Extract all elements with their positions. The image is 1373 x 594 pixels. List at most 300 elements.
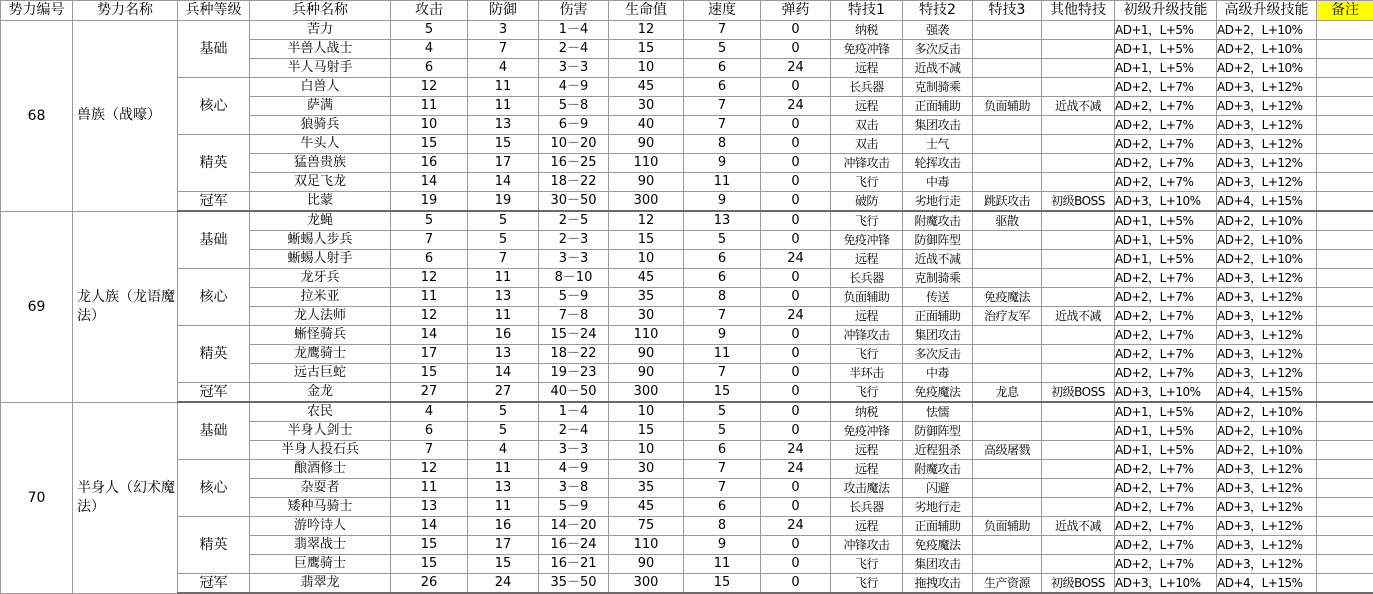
speed-cell[interactable]: 7 <box>684 479 761 498</box>
attack-cell[interactable]: 14 <box>391 517 468 536</box>
advanced-upgrade-cell[interactable]: AD+3，L+12% <box>1217 269 1317 288</box>
advanced-upgrade-cell[interactable]: AD+4，L+15% <box>1217 574 1317 594</box>
damage-cell[interactable]: 3－8 <box>539 479 609 498</box>
attack-cell[interactable]: 11 <box>391 288 468 307</box>
basic-upgrade-cell[interactable]: AD+2，L+7% <box>1115 536 1217 555</box>
ammo-cell[interactable]: 24 <box>761 460 831 479</box>
damage-cell[interactable]: 3－3 <box>539 441 609 460</box>
skill-1-cell[interactable]: 半环击 <box>831 364 903 383</box>
header-hp[interactable]: 生命值 <box>609 1 684 21</box>
basic-upgrade-cell[interactable]: AD+2，L+7% <box>1115 97 1217 116</box>
header-notes[interactable]: 备注 <box>1317 1 1373 21</box>
speed-cell[interactable]: 5 <box>684 402 761 422</box>
speed-cell[interactable]: 5 <box>684 40 761 59</box>
speed-cell[interactable]: 9 <box>684 536 761 555</box>
advanced-upgrade-cell[interactable]: AD+4，L+15% <box>1217 192 1317 212</box>
header-defense[interactable]: 防御 <box>468 1 539 21</box>
defense-cell[interactable]: 5 <box>468 231 539 250</box>
defense-cell[interactable]: 11 <box>468 78 539 97</box>
skill-1-cell[interactable]: 纳税 <box>831 21 903 40</box>
hp-cell[interactable]: 35 <box>609 479 684 498</box>
other-skill-cell[interactable] <box>1042 78 1115 97</box>
unit-name-cell[interactable]: 金龙 <box>250 383 391 403</box>
speed-cell[interactable]: 9 <box>684 192 761 212</box>
other-skill-cell[interactable] <box>1042 250 1115 269</box>
speed-cell[interactable]: 6 <box>684 250 761 269</box>
speed-cell[interactable]: 6 <box>684 441 761 460</box>
speed-cell[interactable]: 7 <box>684 21 761 40</box>
ammo-cell[interactable]: 24 <box>761 250 831 269</box>
hp-cell[interactable]: 45 <box>609 498 684 517</box>
attack-cell[interactable]: 12 <box>391 269 468 288</box>
unit-name-cell[interactable]: 矮种马骑士 <box>250 498 391 517</box>
skill-3-cell[interactable] <box>973 402 1042 422</box>
basic-upgrade-cell[interactable]: AD+1，L+5% <box>1115 40 1217 59</box>
notes-cell[interactable] <box>1317 231 1373 250</box>
basic-upgrade-cell[interactable]: AD+2，L+7% <box>1115 555 1217 574</box>
attack-cell[interactable]: 13 <box>391 498 468 517</box>
unit-name-cell[interactable]: 半兽人战士 <box>250 40 391 59</box>
unit-name-cell[interactable]: 拉米亚 <box>250 288 391 307</box>
defense-cell[interactable]: 19 <box>468 192 539 212</box>
attack-cell[interactable]: 17 <box>391 345 468 364</box>
skill-1-cell[interactable]: 冲锋攻击 <box>831 536 903 555</box>
skill-2-cell[interactable]: 正面辅助 <box>903 97 973 116</box>
unit-name-cell[interactable]: 农民 <box>250 402 391 422</box>
ammo-cell[interactable]: 0 <box>761 173 831 192</box>
basic-upgrade-cell[interactable]: AD+2，L+7% <box>1115 364 1217 383</box>
other-skill-cell[interactable]: 初级BOSS <box>1042 383 1115 403</box>
damage-cell[interactable]: 18－22 <box>539 173 609 192</box>
notes-cell[interactable] <box>1317 555 1373 574</box>
attack-cell[interactable]: 10 <box>391 116 468 135</box>
defense-cell[interactable]: 13 <box>468 288 539 307</box>
skill-2-cell[interactable]: 集团攻击 <box>903 326 973 345</box>
other-skill-cell[interactable] <box>1042 40 1115 59</box>
unit-name-cell[interactable]: 牛头人 <box>250 135 391 154</box>
skill-1-cell[interactable]: 免疫冲锋 <box>831 422 903 441</box>
defense-cell[interactable]: 4 <box>468 59 539 78</box>
attack-cell[interactable]: 15 <box>391 536 468 555</box>
notes-cell[interactable] <box>1317 441 1373 460</box>
attack-cell[interactable]: 7 <box>391 231 468 250</box>
hp-cell[interactable]: 40 <box>609 116 684 135</box>
skill-3-cell[interactable] <box>973 460 1042 479</box>
skill-3-cell[interactable]: 免疫魔法 <box>973 288 1042 307</box>
attack-cell[interactable]: 27 <box>391 383 468 403</box>
notes-cell[interactable] <box>1317 574 1373 594</box>
advanced-upgrade-cell[interactable]: AD+2，L+10% <box>1217 211 1317 231</box>
other-skill-cell[interactable] <box>1042 21 1115 40</box>
skill-3-cell[interactable] <box>973 555 1042 574</box>
speed-cell[interactable]: 7 <box>684 97 761 116</box>
defense-cell[interactable]: 15 <box>468 135 539 154</box>
notes-cell[interactable] <box>1317 59 1373 78</box>
skill-3-cell[interactable] <box>973 364 1042 383</box>
skill-3-cell[interactable] <box>973 231 1042 250</box>
attack-cell[interactable]: 6 <box>391 422 468 441</box>
skill-1-cell[interactable]: 免疫冲锋 <box>831 40 903 59</box>
ammo-cell[interactable]: 0 <box>761 364 831 383</box>
skill-2-cell[interactable]: 轮挥攻击 <box>903 154 973 173</box>
defense-cell[interactable]: 5 <box>468 402 539 422</box>
attack-cell[interactable]: 19 <box>391 192 468 212</box>
ammo-cell[interactable]: 0 <box>761 21 831 40</box>
other-skill-cell[interactable] <box>1042 116 1115 135</box>
skill-1-cell[interactable]: 远程 <box>831 441 903 460</box>
skill-1-cell[interactable]: 远程 <box>831 307 903 326</box>
tier-cell[interactable]: 冠军 <box>178 574 250 594</box>
header-damage[interactable]: 伤害 <box>539 1 609 21</box>
other-skill-cell[interactable] <box>1042 59 1115 78</box>
unit-name-cell[interactable]: 酿酒修士 <box>250 460 391 479</box>
notes-cell[interactable] <box>1317 192 1373 212</box>
damage-cell[interactable]: 30－50 <box>539 192 609 212</box>
defense-cell[interactable]: 4 <box>468 441 539 460</box>
basic-upgrade-cell[interactable]: AD+3，L+10% <box>1115 383 1217 403</box>
notes-cell[interactable] <box>1317 536 1373 555</box>
attack-cell[interactable]: 15 <box>391 555 468 574</box>
basic-upgrade-cell[interactable]: AD+2，L+7% <box>1115 288 1217 307</box>
damage-cell[interactable]: 2－4 <box>539 40 609 59</box>
skill-3-cell[interactable]: 跳跃攻击 <box>973 192 1042 212</box>
other-skill-cell[interactable] <box>1042 269 1115 288</box>
skill-3-cell[interactable] <box>973 345 1042 364</box>
defense-cell[interactable]: 17 <box>468 536 539 555</box>
skill-1-cell[interactable]: 负面辅助 <box>831 288 903 307</box>
ammo-cell[interactable]: 0 <box>761 574 831 594</box>
defense-cell[interactable]: 11 <box>468 498 539 517</box>
speed-cell[interactable]: 15 <box>684 383 761 403</box>
tier-cell[interactable]: 核心 <box>178 78 250 135</box>
unit-name-cell[interactable]: 白兽人 <box>250 78 391 97</box>
ammo-cell[interactable]: 0 <box>761 211 831 231</box>
defense-cell[interactable]: 14 <box>468 173 539 192</box>
advanced-upgrade-cell[interactable]: AD+3，L+12% <box>1217 345 1317 364</box>
speed-cell[interactable]: 15 <box>684 574 761 594</box>
basic-upgrade-cell[interactable]: AD+1，L+5% <box>1115 211 1217 231</box>
notes-cell[interactable] <box>1317 517 1373 536</box>
skill-1-cell[interactable]: 破防 <box>831 192 903 212</box>
attack-cell[interactable]: 12 <box>391 307 468 326</box>
ammo-cell[interactable]: 24 <box>761 441 831 460</box>
ammo-cell[interactable]: 24 <box>761 517 831 536</box>
ammo-cell[interactable]: 0 <box>761 402 831 422</box>
tier-cell[interactable]: 基础 <box>178 402 250 460</box>
advanced-upgrade-cell[interactable]: AD+3，L+12% <box>1217 517 1317 536</box>
ammo-cell[interactable]: 0 <box>761 345 831 364</box>
skill-3-cell[interactable] <box>973 116 1042 135</box>
tier-cell[interactable]: 精英 <box>178 135 250 192</box>
attack-cell[interactable]: 11 <box>391 97 468 116</box>
advanced-upgrade-cell[interactable]: AD+3，L+12% <box>1217 364 1317 383</box>
attack-cell[interactable]: 6 <box>391 250 468 269</box>
notes-cell[interactable] <box>1317 211 1373 231</box>
speed-cell[interactable]: 8 <box>684 517 761 536</box>
other-skill-cell[interactable] <box>1042 441 1115 460</box>
other-skill-cell[interactable] <box>1042 498 1115 517</box>
unit-name-cell[interactable]: 比蒙 <box>250 192 391 212</box>
notes-cell[interactable] <box>1317 116 1373 135</box>
defense-cell[interactable]: 5 <box>468 211 539 231</box>
speed-cell[interactable]: 7 <box>684 364 761 383</box>
skill-3-cell[interactable] <box>973 498 1042 517</box>
hp-cell[interactable]: 75 <box>609 517 684 536</box>
damage-cell[interactable]: 3－3 <box>539 250 609 269</box>
hp-cell[interactable]: 300 <box>609 574 684 594</box>
skill-3-cell[interactable]: 高级屠戮 <box>973 441 1042 460</box>
hp-cell[interactable]: 12 <box>609 21 684 40</box>
advanced-upgrade-cell[interactable]: AD+3，L+12% <box>1217 536 1317 555</box>
ammo-cell[interactable]: 0 <box>761 536 831 555</box>
skill-1-cell[interactable]: 长兵器 <box>831 269 903 288</box>
ammo-cell[interactable]: 0 <box>761 154 831 173</box>
speed-cell[interactable]: 9 <box>684 154 761 173</box>
notes-cell[interactable] <box>1317 402 1373 422</box>
defense-cell[interactable]: 13 <box>468 479 539 498</box>
defense-cell[interactable]: 11 <box>468 460 539 479</box>
defense-cell[interactable]: 15 <box>468 555 539 574</box>
notes-cell[interactable] <box>1317 78 1373 97</box>
attack-cell[interactable]: 14 <box>391 173 468 192</box>
basic-upgrade-cell[interactable]: AD+1，L+5% <box>1115 402 1217 422</box>
unit-name-cell[interactable]: 狼骑兵 <box>250 116 391 135</box>
notes-cell[interactable] <box>1317 345 1373 364</box>
skill-2-cell[interactable]: 附魔攻击 <box>903 460 973 479</box>
basic-upgrade-cell[interactable]: AD+2，L+7% <box>1115 116 1217 135</box>
hp-cell[interactable]: 45 <box>609 269 684 288</box>
skill-1-cell[interactable]: 冲锋攻击 <box>831 326 903 345</box>
basic-upgrade-cell[interactable]: AD+1，L+5% <box>1115 231 1217 250</box>
speed-cell[interactable]: 13 <box>684 211 761 231</box>
advanced-upgrade-cell[interactable]: AD+3，L+12% <box>1217 78 1317 97</box>
defense-cell[interactable]: 24 <box>468 574 539 594</box>
other-skill-cell[interactable] <box>1042 345 1115 364</box>
skill-3-cell[interactable] <box>973 422 1042 441</box>
basic-upgrade-cell[interactable]: AD+1，L+5% <box>1115 250 1217 269</box>
skill-3-cell[interactable]: 生产资源 <box>973 574 1042 594</box>
damage-cell[interactable]: 6－9 <box>539 116 609 135</box>
faction-name-cell[interactable]: 半身人（幻术魔法） <box>73 402 178 593</box>
other-skill-cell[interactable] <box>1042 173 1115 192</box>
damage-cell[interactable]: 8－10 <box>539 269 609 288</box>
advanced-upgrade-cell[interactable]: AD+2，L+10% <box>1217 441 1317 460</box>
ammo-cell[interactable]: 0 <box>761 269 831 288</box>
advanced-upgrade-cell[interactable]: AD+3，L+12% <box>1217 288 1317 307</box>
hp-cell[interactable]: 110 <box>609 536 684 555</box>
hp-cell[interactable]: 110 <box>609 154 684 173</box>
ammo-cell[interactable]: 0 <box>761 498 831 517</box>
ammo-cell[interactable]: 0 <box>761 40 831 59</box>
basic-upgrade-cell[interactable]: AD+3，L+10% <box>1115 192 1217 212</box>
damage-cell[interactable]: 2－3 <box>539 231 609 250</box>
faction-name-cell[interactable]: 龙人族（龙语魔法） <box>73 211 178 402</box>
unit-name-cell[interactable]: 杂耍者 <box>250 479 391 498</box>
header-speed[interactable]: 速度 <box>684 1 761 21</box>
skill-3-cell[interactable] <box>973 40 1042 59</box>
notes-cell[interactable] <box>1317 250 1373 269</box>
other-skill-cell[interactable] <box>1042 364 1115 383</box>
attack-cell[interactable]: 5 <box>391 211 468 231</box>
hp-cell[interactable]: 35 <box>609 288 684 307</box>
skill-2-cell[interactable]: 克制骑乘 <box>903 78 973 97</box>
advanced-upgrade-cell[interactable]: AD+2，L+10% <box>1217 59 1317 78</box>
unit-name-cell[interactable]: 双足飞龙 <box>250 173 391 192</box>
skill-2-cell[interactable]: 免疫魔法 <box>903 383 973 403</box>
unit-name-cell[interactable]: 龙牙兵 <box>250 269 391 288</box>
header-basic-upgrade[interactable]: 初级升级技能 <box>1115 1 1217 21</box>
ammo-cell[interactable]: 0 <box>761 135 831 154</box>
advanced-upgrade-cell[interactable]: AD+3，L+12% <box>1217 326 1317 345</box>
attack-cell[interactable]: 26 <box>391 574 468 594</box>
other-skill-cell[interactable]: 近战不减 <box>1042 517 1115 536</box>
basic-upgrade-cell[interactable]: AD+2，L+7% <box>1115 517 1217 536</box>
unit-name-cell[interactable]: 龙鹰骑士 <box>250 345 391 364</box>
other-skill-cell[interactable]: 近战不减 <box>1042 97 1115 116</box>
defense-cell[interactable]: 13 <box>468 116 539 135</box>
damage-cell[interactable]: 16－24 <box>539 536 609 555</box>
basic-upgrade-cell[interactable]: AD+2，L+7% <box>1115 78 1217 97</box>
header-faction-id[interactable]: 势力编号 <box>1 1 73 21</box>
skill-2-cell[interactable]: 正面辅助 <box>903 517 973 536</box>
defense-cell[interactable]: 14 <box>468 364 539 383</box>
skill-3-cell[interactable] <box>973 78 1042 97</box>
header-attack[interactable]: 攻击 <box>391 1 468 21</box>
header-skill-3[interactable]: 特技3 <box>973 1 1042 21</box>
hp-cell[interactable]: 30 <box>609 307 684 326</box>
advanced-upgrade-cell[interactable]: AD+3，L+12% <box>1217 173 1317 192</box>
damage-cell[interactable]: 4－9 <box>539 78 609 97</box>
unit-name-cell[interactable]: 蜥蜴人步兵 <box>250 231 391 250</box>
attack-cell[interactable]: 7 <box>391 441 468 460</box>
unit-name-cell[interactable]: 翡翠战士 <box>250 536 391 555</box>
speed-cell[interactable]: 7 <box>684 307 761 326</box>
advanced-upgrade-cell[interactable]: AD+2，L+10% <box>1217 231 1317 250</box>
defense-cell[interactable]: 3 <box>468 21 539 40</box>
advanced-upgrade-cell[interactable]: AD+3，L+12% <box>1217 116 1317 135</box>
skill-1-cell[interactable]: 远程 <box>831 250 903 269</box>
header-unit-name[interactable]: 兵种名称 <box>250 1 391 21</box>
hp-cell[interactable]: 12 <box>609 211 684 231</box>
speed-cell[interactable]: 5 <box>684 422 761 441</box>
speed-cell[interactable]: 11 <box>684 345 761 364</box>
ammo-cell[interactable]: 24 <box>761 59 831 78</box>
basic-upgrade-cell[interactable]: AD+1，L+5% <box>1115 441 1217 460</box>
hp-cell[interactable]: 45 <box>609 78 684 97</box>
tier-cell[interactable]: 冠军 <box>178 192 250 212</box>
header-faction-name[interactable]: 势力名称 <box>73 1 178 21</box>
notes-cell[interactable] <box>1317 154 1373 173</box>
basic-upgrade-cell[interactable]: AD+1，L+5% <box>1115 422 1217 441</box>
faction-name-cell[interactable]: 兽族（战嚎） <box>73 21 178 212</box>
damage-cell[interactable]: 2－5 <box>539 211 609 231</box>
skill-2-cell[interactable]: 拖拽攻击 <box>903 574 973 594</box>
notes-cell[interactable] <box>1317 383 1373 403</box>
damage-cell[interactable]: 5－8 <box>539 97 609 116</box>
ammo-cell[interactable]: 0 <box>761 555 831 574</box>
ammo-cell[interactable]: 0 <box>761 231 831 250</box>
skill-1-cell[interactable]: 远程 <box>831 517 903 536</box>
basic-upgrade-cell[interactable]: AD+2，L+7% <box>1115 345 1217 364</box>
skill-2-cell[interactable]: 集团攻击 <box>903 116 973 135</box>
defense-cell[interactable]: 11 <box>468 97 539 116</box>
advanced-upgrade-cell[interactable]: AD+3，L+12% <box>1217 479 1317 498</box>
skill-1-cell[interactable]: 远程 <box>831 59 903 78</box>
unit-name-cell[interactable]: 猛兽贵族 <box>250 154 391 173</box>
unit-name-cell[interactable]: 游吟诗人 <box>250 517 391 536</box>
hp-cell[interactable]: 10 <box>609 59 684 78</box>
skill-2-cell[interactable]: 传送 <box>903 288 973 307</box>
tier-cell[interactable]: 基础 <box>178 21 250 78</box>
unit-name-cell[interactable]: 龙人法师 <box>250 307 391 326</box>
other-skill-cell[interactable]: 初级BOSS <box>1042 192 1115 212</box>
damage-cell[interactable]: 5－9 <box>539 498 609 517</box>
defense-cell[interactable]: 5 <box>468 422 539 441</box>
advanced-upgrade-cell[interactable]: AD+3，L+12% <box>1217 97 1317 116</box>
hp-cell[interactable]: 15 <box>609 422 684 441</box>
hp-cell[interactable]: 90 <box>609 555 684 574</box>
skill-1-cell[interactable]: 免疫冲锋 <box>831 231 903 250</box>
unit-name-cell[interactable]: 半人马射手 <box>250 59 391 78</box>
skill-3-cell[interactable]: 治疗友军 <box>973 307 1042 326</box>
damage-cell[interactable]: 18－22 <box>539 345 609 364</box>
header-skill-1[interactable]: 特技1 <box>831 1 903 21</box>
other-skill-cell[interactable] <box>1042 460 1115 479</box>
damage-cell[interactable]: 1－4 <box>539 402 609 422</box>
unit-name-cell[interactable]: 龙蝇 <box>250 211 391 231</box>
header-other-skill[interactable]: 其他特技 <box>1042 1 1115 21</box>
speed-cell[interactable]: 6 <box>684 498 761 517</box>
tier-cell[interactable]: 核心 <box>178 269 250 326</box>
tier-cell[interactable]: 精英 <box>178 517 250 574</box>
notes-cell[interactable] <box>1317 479 1373 498</box>
speed-cell[interactable]: 6 <box>684 59 761 78</box>
hp-cell[interactable]: 90 <box>609 345 684 364</box>
advanced-upgrade-cell[interactable]: AD+3，L+12% <box>1217 135 1317 154</box>
skill-1-cell[interactable]: 远程 <box>831 460 903 479</box>
ammo-cell[interactable]: 0 <box>761 78 831 97</box>
notes-cell[interactable] <box>1317 422 1373 441</box>
basic-upgrade-cell[interactable]: AD+2，L+7% <box>1115 326 1217 345</box>
damage-cell[interactable]: 7－8 <box>539 307 609 326</box>
hp-cell[interactable]: 90 <box>609 135 684 154</box>
advanced-upgrade-cell[interactable]: AD+2，L+10% <box>1217 21 1317 40</box>
other-skill-cell[interactable] <box>1042 536 1115 555</box>
hp-cell[interactable]: 15 <box>609 40 684 59</box>
advanced-upgrade-cell[interactable]: AD+4，L+15% <box>1217 383 1317 403</box>
skill-2-cell[interactable]: 防御阵型 <box>903 231 973 250</box>
attack-cell[interactable]: 12 <box>391 460 468 479</box>
damage-cell[interactable]: 40－50 <box>539 383 609 403</box>
attack-cell[interactable]: 14 <box>391 326 468 345</box>
skill-3-cell[interactable]: 龙息 <box>973 383 1042 403</box>
skill-1-cell[interactable]: 远程 <box>831 97 903 116</box>
unit-name-cell[interactable]: 远古巨蛇 <box>250 364 391 383</box>
notes-cell[interactable] <box>1317 21 1373 40</box>
ammo-cell[interactable]: 0 <box>761 116 831 135</box>
skill-2-cell[interactable]: 多次反击 <box>903 345 973 364</box>
skill-2-cell[interactable]: 劣地行走 <box>903 498 973 517</box>
defense-cell[interactable]: 7 <box>468 250 539 269</box>
skill-2-cell[interactable]: 中毒 <box>903 173 973 192</box>
unit-name-cell[interactable]: 蜥怪骑兵 <box>250 326 391 345</box>
hp-cell[interactable]: 300 <box>609 383 684 403</box>
damage-cell[interactable]: 15－24 <box>539 326 609 345</box>
other-skill-cell[interactable] <box>1042 288 1115 307</box>
skill-2-cell[interactable]: 正面辅助 <box>903 307 973 326</box>
hp-cell[interactable]: 90 <box>609 364 684 383</box>
other-skill-cell[interactable]: 近战不减 <box>1042 307 1115 326</box>
